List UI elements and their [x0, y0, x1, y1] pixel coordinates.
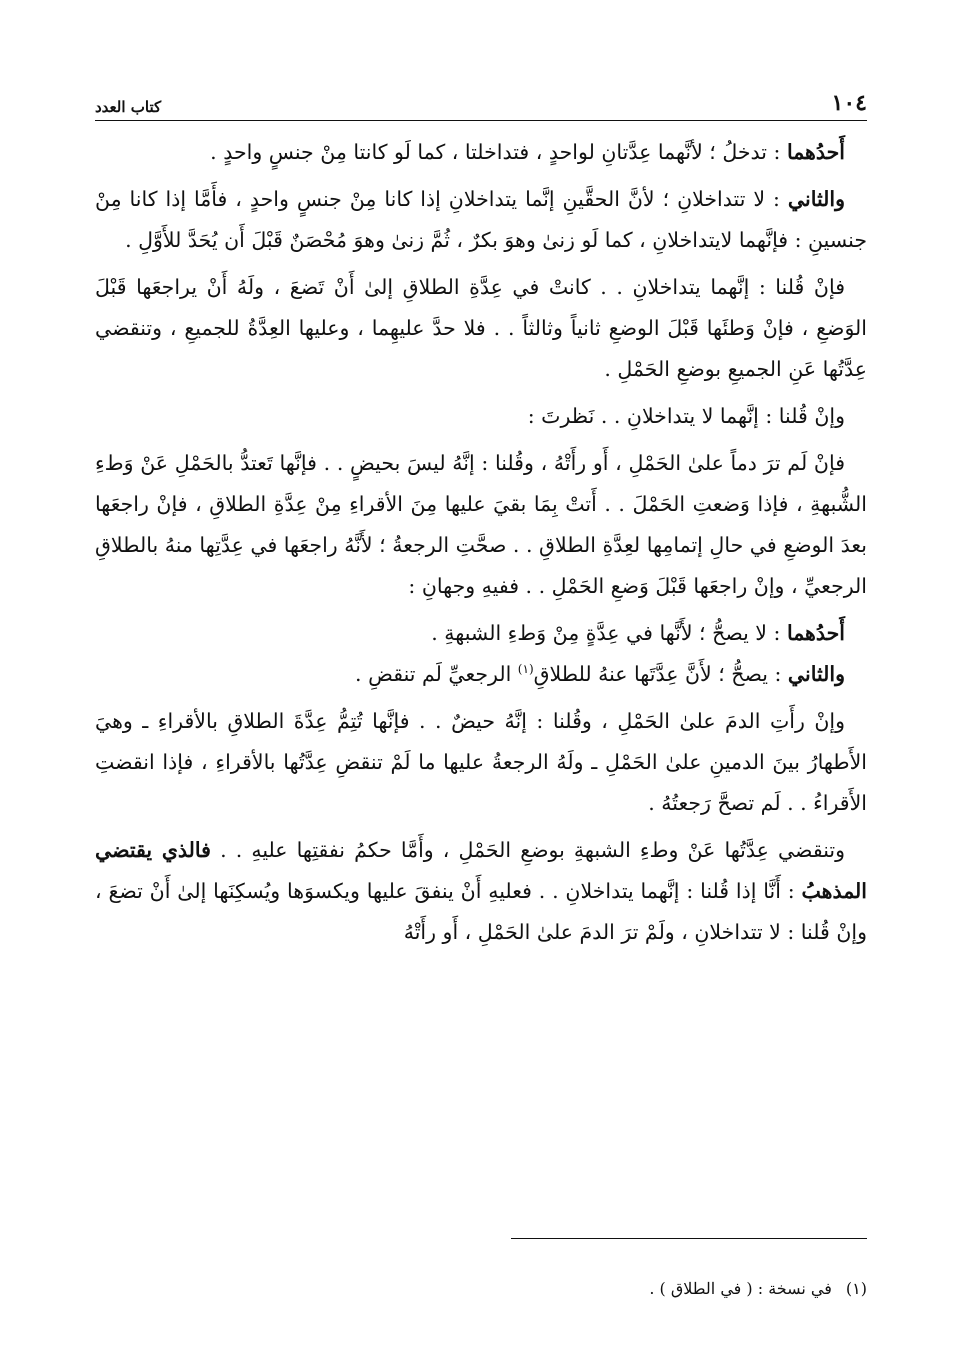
paragraph-text-continued: الرجعيِّ لَم تنقضِ . [355, 662, 518, 686]
paragraph-lead: والثاني [787, 662, 845, 686]
paragraph-second-view [95, 179, 867, 261]
footnote-rule [511, 1238, 867, 1239]
footnote [95, 1276, 867, 1302]
paragraph-second-aspect [95, 654, 867, 695]
paragraph-no-blood [95, 443, 867, 607]
paragraph-text: فإنْ لَم ترَ دماً علىٰ الحَمْلِ ، أَو رأَتْهُ ، وقُلنا : إنَّهُ ليسَ بحيضٍ . . فإنَّها تَعتدُّ بالحَمْلِ عَنْ وَطءِ الشُّبهةِ ، فإذا وَضعتِ الحَمْلَ . . أَتتْ بِمَا بقيَ عليها مِنَ الأقراءِ مِنْ عِدَّةِ الطلاقِ ، فإنْ راجعَها بعدَ الوضعِ في حالِ إتمامِها لعِدَّةِ الطلاقِ . . صحَّتِ الرجعةُ ؛ لأَنَّهُ راجعَها في عِدَّتِها منهُ بالطلاقِ الرجعيِّ ، وإنْ راجعَها قَبْلَ وَضعِ الحَمْلِ . . ففيهِ وجهانِ : [95, 451, 867, 598]
paragraph-text-continued: : أَنَّا إذا قُلنا : إنَّهما يتداخلانِ . . فعليهِ أَنْ ينفقَ عليها ويكسوَها ويُسكِنَها إلىٰ أَنْ تضعَ ، وإنْ قُلنا : لا تتداخلانِ ، ولَمْ ترَ الدمَ علىٰ الحَمْلِ ، أَو رأَتْهُ [95, 879, 867, 944]
page-header [95, 86, 867, 116]
paragraph-text: وإنْ رأَتِ الدمَ علىٰ الحَمْلِ ، وقُلنا : إنَّهُ حيضٌ . . فإنَّها تُتِمُّ عِدَّةَ الطلاقِ بالأقراءِ ـ وهيَ الأَطهارُ بينَ الدمينِ علىٰ الحَمْلِ ـ ولَهُ الرجعةُ عليها ما لَمْ تنقضِ عِدَّتُها بالأقراءِ ، فإذا انقضتِ الأَقراءُ . . لَم تصحَّ رَجعتُهُ . [95, 709, 867, 815]
footnote-text: في نسخة : ( في الطلاق ) . [649, 1279, 832, 1298]
paragraph-lead: والثاني [787, 187, 845, 211]
paragraph-lead: فالذي يقتضي المذهبُ [95, 838, 867, 903]
paragraph-text: وتنقضي عِدَّتُها عَنْ وطءِ الشبهةِ بوضعِ الحَمْلِ ، وأَمَّا حكمُ نفقتِها عليهِ . . [210, 838, 845, 862]
footnote-reference: (١) [517, 662, 534, 677]
paragraph-text: : تدخلُ ؛ لأنَّهما عِدَّتانِ لواحدٍ ، فتداخلتا ، كما لَو كانتا مِنْ جنسٍ واحدٍ . [210, 140, 787, 164]
paragraph-first-aspect [95, 613, 867, 654]
paragraph-blood-seen [95, 701, 867, 824]
paragraph-text: : لا يصحُّ ؛ لأَنَّها في عِدَّةٍ مِنْ وَطءِ الشبهةِ . [431, 621, 787, 645]
page-number: ١٠٤ [831, 90, 867, 116]
footnotes [95, 1276, 867, 1302]
running-title: كتاب العدد [95, 98, 162, 116]
paragraph-text: : يصحُّ ؛ لأَنَّ عِدَّتَها عنهُ للطلاقِ [533, 662, 788, 686]
paragraph-first-view [95, 132, 867, 173]
paragraph-if-overlap [95, 267, 867, 390]
paragraph-lead: أَحدُهما [786, 140, 845, 164]
paragraph-text: وإنْ قُلنا : إنَّهما لا يتداخلانِ . . نَظرتَ : [527, 404, 845, 428]
header-rule [95, 120, 867, 121]
paragraph-if-no-overlap [95, 396, 867, 437]
paragraph-text: : لا تتداخلانِ ؛ لأنَّ الحقَّينِ إنَّما يتداخلانِ إذا كانا مِنْ جنسٍ واحدٍ ، فأَمَّا إذا كانا مِنْ جنسينِ : فإنَّهما لايتداخلانِ ، كما لَو زنىٰ وهوَ بكرٌ ، ثُمَّ زنىٰ وهوَ مُحْصَنٌ قَبْلَ أَن يُحَدَّ للأَوَّلِ . [95, 187, 867, 252]
body-text [95, 132, 867, 959]
paragraph-maintenance [95, 830, 867, 953]
footnote-marker: (١) [845, 1279, 867, 1298]
paragraph-text: فإنْ قُلنا : إنَّهما يتداخلانِ . . كانتْ في عِدَّةِ الطلاقِ إلىٰ أَنْ تَضعَ ، ولَهُ أَنْ يراجعَها قَبْلَ الوَضعِ ، فإنْ وَطئَها قَبْلَ الوضعِ ثانياً وثالثاً . . فلا حدَّ عليهِما ، وعليها العِدَّةُ للجميعِ ، وتنقضي عِدَّتُها عَنِ الجميعِ بوضعِ الحَمْلِ . [95, 275, 867, 381]
paragraph-lead: أَحدُهما [786, 621, 845, 645]
